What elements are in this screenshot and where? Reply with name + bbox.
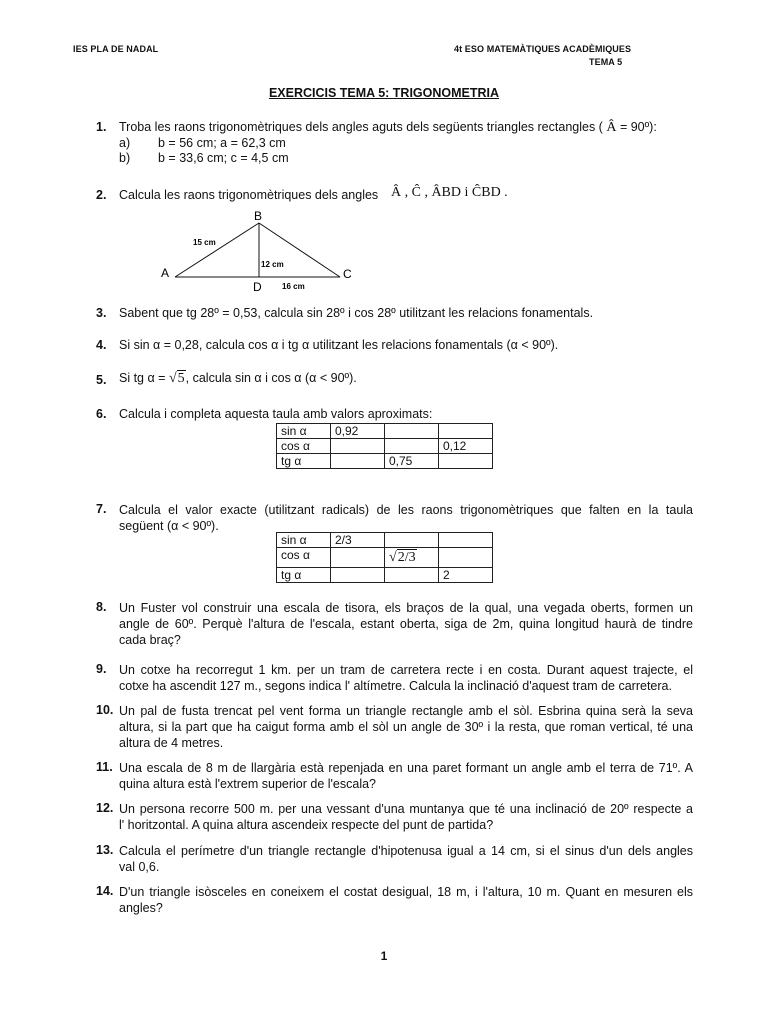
table-row: [277, 548, 493, 568]
school-name: IES PLA DE NADAL: [73, 44, 159, 54]
angle-a-symbol: Â: [606, 120, 617, 135]
exercise-6-table: [276, 423, 493, 469]
exercise-number: 2.: [96, 188, 107, 202]
exercise-5-text-end: , calcula sin α i cos α (α < 90º).: [185, 371, 357, 385]
exercise-7-text: [119, 502, 693, 534]
text-line: Un persona recorre 500 m. per una vessant d'una muntanya que té una inclinació de 20º respecte a: [119, 802, 693, 816]
triangle-diagram: [150, 205, 370, 295]
exercise-number: 10.: [96, 703, 114, 717]
side-ab-length: 15 cm: [193, 238, 216, 247]
text-line: cotxe ha ascendit 127 m., segons indica l' altímetre. Calcula la inclinació d'aquest tram de carretera.: [119, 679, 672, 693]
exercise-4-text: Si sin α = 0,28, calcula cos α i tg α utilitzant les relacions fonamentals (α < 90º).: [119, 338, 559, 352]
table-cell: 0,12: [439, 439, 493, 454]
text-line: Calcula el perímetre d'un triangle rectangle d'hipotenusa igual a 14 cm, si el sinus d'un dels angles: [119, 844, 693, 858]
table-cell: cos α: [277, 548, 331, 568]
vertex-c-label: C: [343, 267, 352, 281]
exercise-1a-text: b = 56 cm; a = 62,3 cm: [158, 136, 286, 150]
table-cell: tg α: [277, 454, 331, 469]
exercise-number: 13.: [96, 843, 114, 857]
exercise-number: 11.: [96, 760, 113, 774]
unit-name: TEMA 5: [589, 57, 623, 67]
exercise-5-text: Si tg α =: [119, 371, 166, 385]
square-root: √2/3: [389, 549, 416, 565]
exercise-9-text: [119, 662, 693, 694]
course-name: 4t ESO MATEMÀTIQUES ACADÈMIQUES: [454, 44, 632, 54]
exercise-6-text: Calcula i completa aquesta taula amb valors aproximats:: [119, 407, 433, 421]
exercise-1b-label: b): [119, 151, 131, 165]
table-cell: [385, 548, 439, 568]
exercise-5-statement: [119, 371, 357, 387]
exercise-number: 3.: [96, 306, 107, 320]
text-line: quina altura està l'extrem superior de l'escala?: [119, 777, 376, 791]
table-cell: [331, 548, 385, 568]
text-line: D'un triangle isòsceles en coneixem el costat desigual, 18 m, i l'altura, 10 m. Quant en mesuren els: [119, 885, 693, 899]
table-cell: tg α: [277, 568, 331, 583]
table-cell: sin α: [277, 424, 331, 439]
exercise-12-text: [119, 801, 693, 833]
exercise-1b-text: b = 33,6 cm; c = 4,5 cm: [158, 151, 289, 165]
table-cell: [331, 568, 385, 583]
text-line: Calcula el valor exacte (utilitzant radicals) de les raons trigonomètriques que falten en la taula: [119, 503, 693, 517]
vertex-d-label: D: [253, 280, 262, 294]
side-dc-length: 16 cm: [282, 282, 305, 291]
table-cell: [385, 533, 439, 548]
page-title: EXERCICIS TEMA 5: TRIGONOMETRIA: [268, 86, 500, 100]
table-cell: sin α: [277, 533, 331, 548]
table-cell: [439, 454, 493, 469]
table-cell: 0,92: [331, 424, 385, 439]
text-line: següent (α < 90º).: [119, 519, 219, 533]
table-row: [277, 424, 493, 439]
text-line: angles?: [119, 901, 163, 915]
exercise-7-table: [276, 532, 493, 583]
text-line: altura de 4 metres.: [119, 736, 224, 750]
exercise-number: 4.: [96, 338, 107, 352]
table-cell: [439, 424, 493, 439]
text-line: cada braç?: [119, 633, 181, 647]
text-line: Un pal de fusta trencat pel vent forma un triangle rectangle amb el sòl. Esbrina quina serà la seva: [119, 704, 693, 718]
table-row: [277, 533, 493, 548]
exercise-number: 6.: [96, 407, 107, 421]
exercise-8-text: [119, 600, 693, 648]
text-line: angle de 60º. Perquè l'altura de l'escala, estant oberta, siga de 2m, quina longitud haurà de tindre: [119, 617, 693, 631]
exercise-3-text: Sabent que tg 28º = 0,53, calcula sin 28º i cos 28º utilitzant les relacions fonamentals.: [119, 306, 594, 320]
table-cell: [331, 439, 385, 454]
page-number: 1: [380, 949, 388, 963]
table-cell: [385, 439, 439, 454]
table-cell: cos α: [277, 439, 331, 454]
table-cell: [439, 533, 493, 548]
side-ab: [175, 223, 259, 277]
exercise-1-text: Troba les raons trigonomètriques dels angles aguts dels següents triangles rectangles (: [119, 120, 603, 134]
side-bd-length: 12 cm: [261, 260, 284, 269]
table-cell: [439, 548, 493, 568]
table-row: [277, 454, 493, 469]
text-line: Un Fuster vol construir una escala de tisora, els braços de la qual, una vegada oberts, formen un: [119, 601, 693, 615]
table-cell: [385, 424, 439, 439]
radicand: 2/3: [397, 549, 416, 565]
exercise-10-text: [119, 703, 693, 751]
exercise-1-statement: [119, 120, 657, 136]
square-root: √5: [168, 371, 185, 386]
table-cell: [385, 568, 439, 583]
table-cell: 2: [439, 568, 493, 583]
exercise-11-text: [119, 760, 693, 792]
exercise-number: 7.: [96, 502, 107, 516]
text-line: Una escala de 8 m de llargària està repenjada en una paret formant un angle amb el terra de 71º. A: [119, 761, 693, 775]
radicand: 5: [177, 371, 185, 386]
exercise-number: 14.: [96, 884, 114, 898]
exercise-number: 5.: [96, 373, 107, 387]
exercise-2-text: Calcula les raons trigonomètriques dels angles: [119, 188, 379, 202]
table-row: [277, 439, 493, 454]
text-line: val 0,6.: [119, 860, 160, 874]
text-line: l' horitzontal. A quina altura ascendeix respecte del punt de partida?: [119, 818, 494, 832]
table-row: [277, 568, 493, 583]
vertex-b-label: B: [254, 209, 263, 223]
exercise-1-text-end: = 90º):: [619, 120, 657, 134]
table-cell: 2/3: [331, 533, 385, 548]
exercise-number: 8.: [96, 600, 107, 614]
exercise-13-text: [119, 843, 693, 875]
exercise-2-angles: Â , Ĉ , ÂBD i ĈBD .: [391, 185, 508, 200]
exercise-1a-label: a): [119, 136, 131, 150]
text-line: altura, si la part que ha caigut forma amb el sòl un angle de 30º i la resta, que roman vertical, té una: [119, 720, 693, 734]
exercise-number: 12.: [96, 801, 114, 815]
table-cell: [331, 454, 385, 469]
exercise-number: 1.: [96, 120, 107, 134]
exercise-14-text: [119, 884, 693, 916]
vertex-a-label: A: [161, 266, 170, 280]
table-cell: 0,75: [385, 454, 439, 469]
exercise-number: 9.: [96, 662, 107, 676]
text-line: Un cotxe ha recorregut 1 km. per un tram de carretera recte i en costa. Durant aquest trajecte, el: [119, 663, 693, 677]
